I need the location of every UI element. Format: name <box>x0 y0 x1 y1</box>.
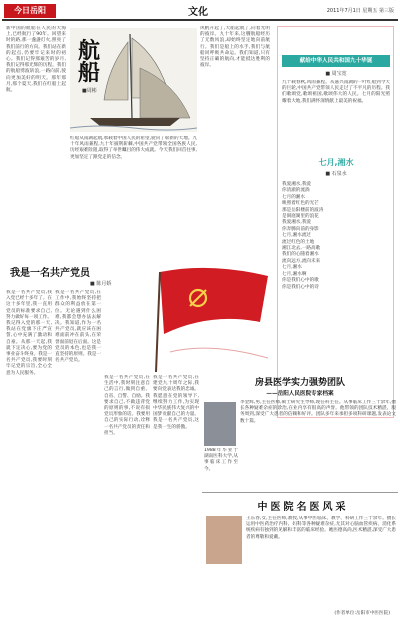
clinic-footer: (作者单位:岳阳市中医医院) <box>334 611 390 616</box>
hospital-title: 房县医学实力强势团队 <box>254 378 345 388</box>
article-column-1: 新中国的航船在人民的大海上,已经航行了90年。回望来时的路,那一盏盏灯火,照亮了我们前行的方向。我们站在新的起点,仍要牢记来时的初心。我们记得那艰苦的岁月,我们记得那光辉的历程。我们的航船劈波斩浪,一路向前,驶向更加美好的明天。那年那月,那个夏天,我们在红船上起航。 <box>6 26 66 94</box>
sidebar-box2-author: ■ 石泉水 <box>325 171 347 177</box>
poem-line: 七月,湘水 <box>282 265 302 271</box>
sidebar-box1-text: 九十载春秋,风雨兼程。从嘉兴南湖的一叶红船到今天的巨轮,中国共产党带领人民走过了不平凡的历程。我们歌颂党,歌颂祖国,歌颂伟大的人民。七月的阳光照耀着大地,我们满怀深情献上最美的祝福。 <box>282 80 390 104</box>
boat-article-author: ■周彬 <box>82 88 97 94</box>
poem-line: 我们的心随着湘水 <box>282 252 319 258</box>
header-rule <box>2 19 398 21</box>
sidebar-box1-author: ■ 周宝宽 <box>325 71 347 77</box>
poem-line: 你奔腾向前的身影 <box>282 226 319 232</box>
doctor-photo <box>204 402 236 446</box>
article-column-2: 红船从南湖起航,承载着中国人民的希望,驶向了崭新的天地。九十年风雨兼程,九十年披荆斩棘,中国共产党带领全国各族人民,历经艰难险阻,取得了举世瞩目的伟大成就。今天我们回首往事,更加坚定了跟党走的信念。 <box>70 136 197 160</box>
party-column-1: 我是一名共产党员,我入党已经十多年了。在这十多年里,我一直用党员的标准要求自己,努力做好每一项工作。我记得入党的那一天,我站在党旗下庄严宣誓,心中充满了激动和自豪。从那一天起,我就下定决心,要为党的事业奋斗终身。我是一名共产党员,我要时刻牢记党的宗旨,全心全意为人民服务。 <box>6 290 52 376</box>
poem-line: 你清澈的流淌 <box>282 188 310 194</box>
poem-line: 我爱湘水,我爱 <box>282 182 312 187</box>
sidebar-box1-title: 献给中华人民共和国九十华诞 <box>282 55 390 67</box>
party-column-2: 我是一名共产党员,在工作中,我始终坚持把群众的利益放在第一位。无论遇到什么困难,我都会想办法去解决。我知道,作为一名共产党员,就应该在困难面前冲在前头,在荣誉面前退在后面。这是党员的本色,也是我一直坚持的原则。我是一名共产党员。 <box>55 290 101 364</box>
poem-line: 是洞庭湖里的浪花 <box>282 214 319 220</box>
dateline: 2011年7月1日 星期五 第三版 <box>326 8 394 14</box>
article-column-3: 风帆升起了,大船起航了,向着光明的彼岸。九十年来,这艘航船经历了无数风浪,却始终坚定地向前航行。我们是船上的水手,我们与航船同呼吸共命运。我们知道,只有坚持正确的航向,才能抵达胜利的彼岸。 <box>200 26 270 69</box>
section-title: 文化 <box>188 7 208 18</box>
poem-line: 那是岳阳楼前的波涛 <box>282 207 324 213</box>
poem-line: 流过红色的土地 <box>282 239 315 245</box>
poem-line: 你是我们心中的歌 <box>282 278 319 284</box>
poem-line: 湘江北去,一路高歌 <box>282 246 321 252</box>
doctor-portrait <box>206 516 242 564</box>
poem-line: 映照着红色的光芒 <box>282 201 319 207</box>
clinic-article-text: 王东春,女,主任医师,教授,从事中医临床、教学、科研工作三十余年。擅长运用中医药治疗内科、妇科等各种疑难杂症,尤其对心脑血管疾病、消化系统疾病有独到的见解和丰富的临床经验。她医德高尚,医术精湛,深受广大患者的尊敬和爱戴。 <box>246 516 396 540</box>
party-column-3: 我是一名共产党员,在生活中,我时刻注意自己的言行,做到自重、自省、自警、自励。我要求自己,不做违背党的原则的事,不说有损党员形象的话。我要用自己的实际行动,诠释一名共产党员的责任和担当。 <box>104 375 150 436</box>
clinic-title: 中医院名医风采 <box>257 502 349 513</box>
poem-line: 流向远方,流向未来 <box>282 258 321 264</box>
boat-article-title: 航船 <box>78 38 100 86</box>
poem-line: 我爱湘水,我爱 <box>282 220 312 226</box>
newspaper-logo: 今日岳阳 <box>4 4 56 18</box>
poem-line: 七月,湘水流过 <box>282 233 312 239</box>
party-column-4: 我是一名共产党员,在建党九十周年之际,我要向党表达我的忠诚。我愿意在党的领导下,继续努力工作,为实现中华民族伟大复兴的中国梦贡献自己的力量。我是一名共产党员,这是我一生的骄傲。 <box>153 375 199 430</box>
party-article-author: ■ 陈月娇 <box>90 281 112 287</box>
poem-line: 七月,湘水啊 <box>282 271 307 277</box>
sidebar-box2-title: 七月,湘水 <box>318 158 354 167</box>
hospital-subtitle: ——岳阳人民医院专家档案 <box>266 391 334 397</box>
section-divider <box>202 492 398 493</box>
hospital-article-text-2: 1988年毕业于湖南医科大学,从事临床工作至今。 <box>204 448 238 472</box>
poem-line: 七月的湘水 <box>282 194 305 200</box>
party-flag-illustration <box>150 262 270 377</box>
hospital-article-text: 李金辉,男,主任医师,硕士研究生导师,现任科主任。从事临床工作三十余年,擅长各种疑难杂症的诊治,在业内享有很高的声誉。他带领的团队技术精湛、服务周到,深受广大患者的信赖和好评。团队多年来承担多项科研课题,发表论文数十篇。 <box>240 400 396 424</box>
party-article-title: 我是一名共产党员 <box>10 268 90 279</box>
poem-line: 你是我们心中的诗 <box>282 284 319 290</box>
